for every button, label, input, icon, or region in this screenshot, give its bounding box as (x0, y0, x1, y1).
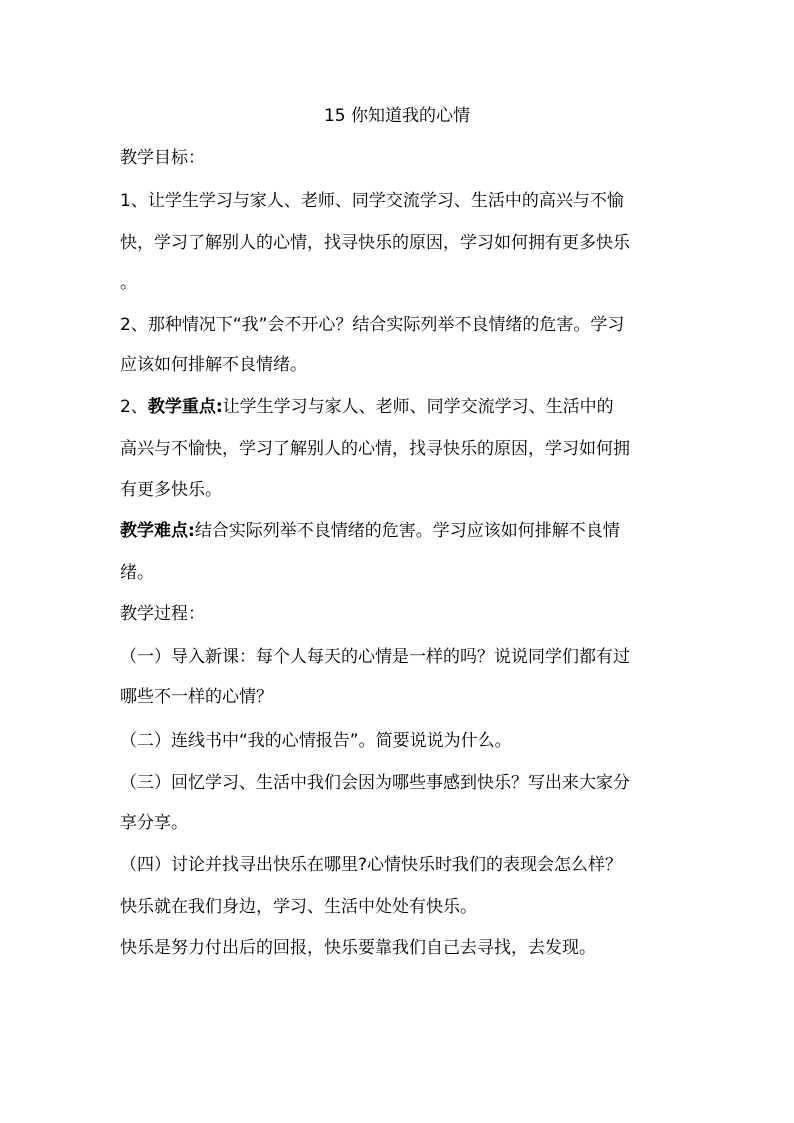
objective-1-line-2: 快，学习了解别人的心情，找寻快乐的原因，学习如何拥有更多快乐 (120, 233, 630, 253)
key-point-line-1 (120, 395, 680, 419)
difficulty-label: 教学难点: (120, 521, 195, 541)
objective-2-line-1: 2、那种情况下“我”会不开心？结合实际列举不良情绪的危害。学习 (120, 315, 625, 335)
key-point-text: 让学生学习与家人、老师、同学交流学习、生活中的 (222, 397, 614, 417)
step-1-line-1: （一）导入新课：每个人每天的心情是一样的吗？说说同学们都有过 (120, 647, 630, 667)
key-point-label: 教学重点: (147, 397, 223, 417)
objective-1-line-3: 。 (120, 273, 137, 293)
key-point-line-2: 高兴与不愉快，学习了解别人的心情，找寻快乐的原因，学习如何拥 (120, 439, 630, 459)
key-point-prefix: 2、 (120, 397, 148, 417)
objective-1-line-1: 1、让学生学习与家人、老师、同学交流学习、生活中的高兴与不愉 (120, 191, 624, 211)
step-4-line-1: （四）讨论并找寻出快乐在哪里?心情快乐时我们的表现会怎么样？ (120, 855, 623, 875)
step-2-line-1: （二）连线书中“我的心情报告”。简要说说为什么。 (120, 731, 512, 751)
objectives-heading: 教学目标： (120, 148, 205, 168)
step-3-line-1: （三）回忆学习、生活中我们会因为哪些事感到快乐？写出来大家分 (120, 773, 630, 793)
key-point-line-3: 有更多快乐。 (120, 480, 222, 500)
step-1-line-2: 哪些不一样的心情？ (120, 687, 273, 707)
step-4-line-2: 快乐就在我们身边，学习、生活中处处有快乐。 (120, 897, 477, 917)
page-title: 15 你知道我的心情 (323, 106, 471, 126)
process-heading: 教学过程： (120, 604, 205, 624)
objective-2-line-2: 应该如何排解不良情绪。 (120, 355, 307, 375)
closing-line: 快乐是努力付出后的回报，快乐要靠我们自己去寻找，去发现。 (120, 938, 596, 958)
difficulty-line-1 (120, 519, 680, 543)
difficulty-text: 结合实际列举不良情绪的危害。学习应该如何排解不良情 (194, 521, 620, 541)
step-3-line-2: 享分享。 (120, 813, 188, 833)
difficulty-line-2: 绪。 (120, 563, 154, 583)
